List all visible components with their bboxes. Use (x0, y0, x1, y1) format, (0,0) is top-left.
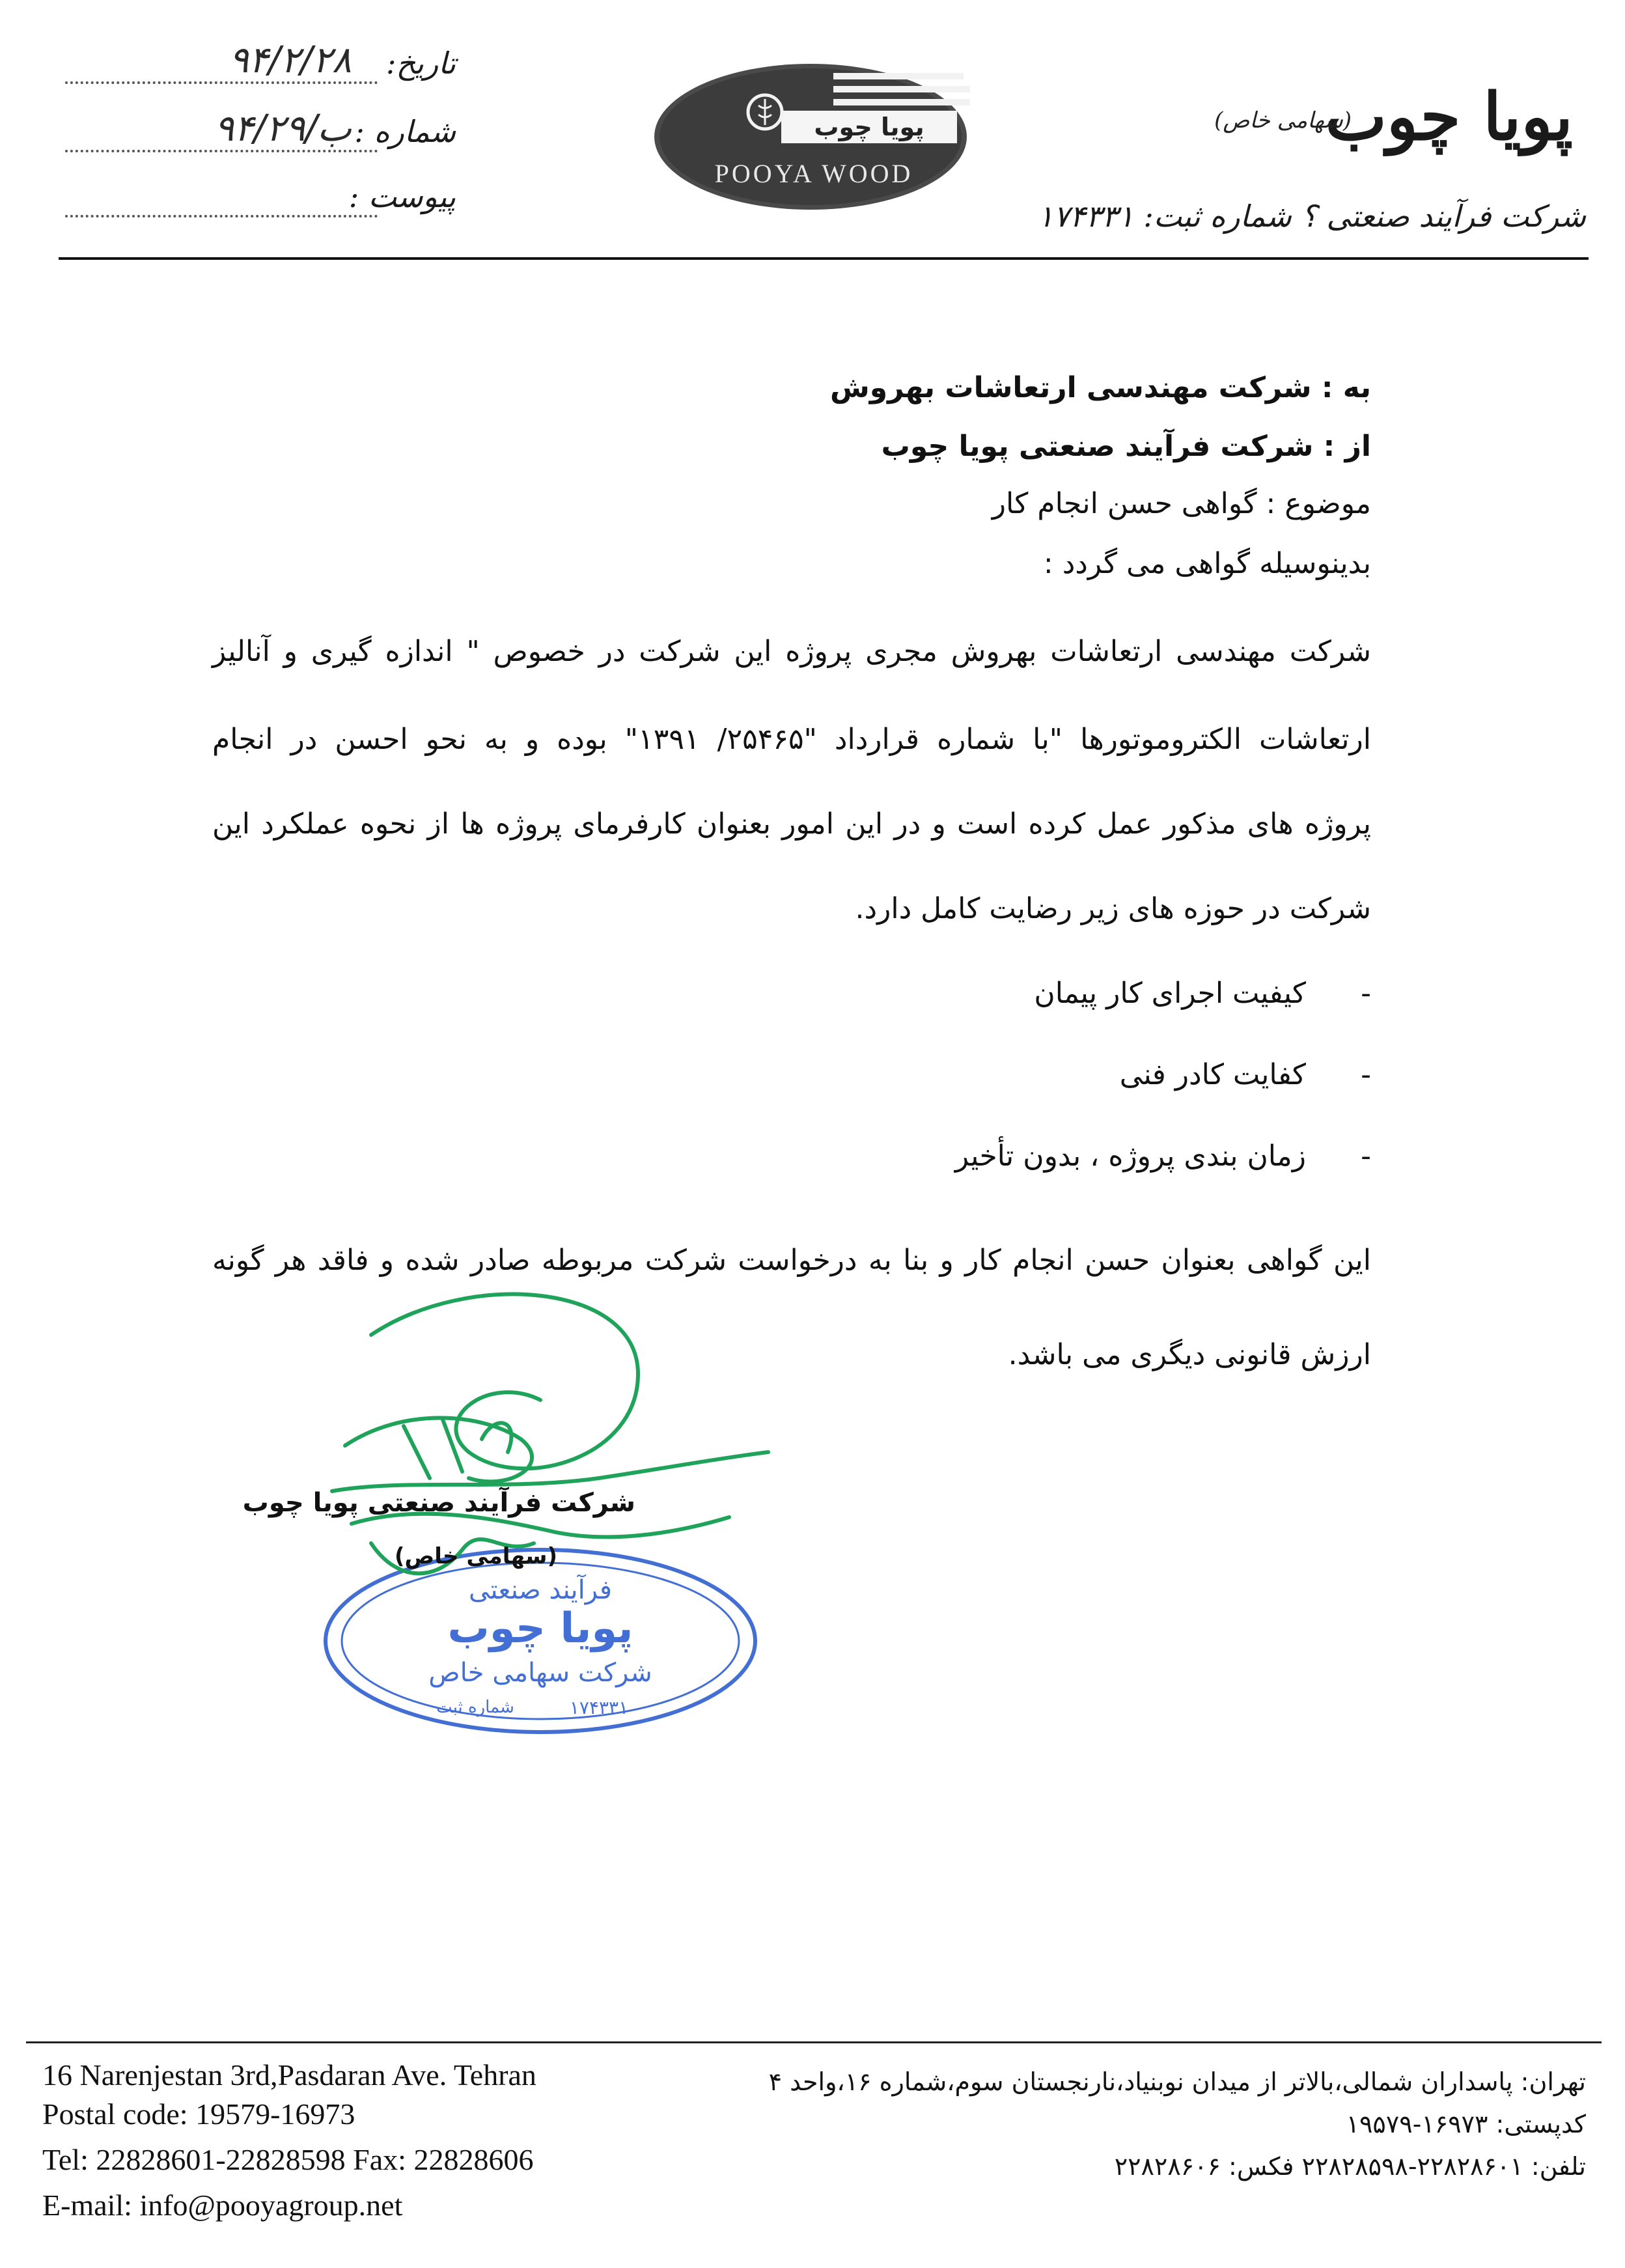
signatory-company: شرکت فرآیند صنعتی پویا چوب (242, 1488, 635, 1518)
attachment-field (65, 179, 456, 231)
footer-email-en[interactable]: E-mail: info@pooyagroup.net (42, 2189, 403, 2222)
date-label: تاریخ: (385, 46, 456, 81)
bullet-dash: - (1361, 1058, 1371, 1091)
stamp-text-line2: پویا چوب (447, 1604, 633, 1653)
body-paragraph-line-4: شرکت در حوزه های زیر رضایت کامل دارد. (855, 892, 1371, 925)
handwritten-signature (332, 1295, 768, 1574)
stamp-text-line3: شرکت سهامی خاص (428, 1658, 652, 1688)
company-stamp (326, 1550, 755, 1732)
stamp-reg-label: شماره ثبت (436, 1698, 514, 1717)
signatory-company-type: (سهامی خاص) (394, 1543, 557, 1569)
brand-name: پویا چوب (1325, 78, 1573, 155)
subject-line: موضوع : گواهی حسن انجام کار (992, 487, 1371, 520)
company-registration-line: شرکت فرآیند صنعتی ؟ شماره ثبت: ۱۷۴۳۳۱ (1037, 199, 1586, 234)
date-value: ۹۴/۲/۲۸ (229, 39, 352, 81)
number-dotted-line (65, 150, 378, 152)
footer-phone-en: Tel: 22828601-22828598 Fax: 22828606 (42, 2143, 534, 2176)
intro-line: بدینوسیله گواهی می گردد : (1043, 547, 1371, 580)
body-paragraph-line-2: ارتعاشات الکتروموتورها "با شماره قرارداد "۲۵۴۶۵/ ۱۳۹۱" بوده و به نحو احسن در انجام (212, 723, 1372, 756)
bullet-dash: - (1361, 977, 1371, 1010)
logo-latin-text: POOYA WOOD (714, 159, 913, 188)
body-paragraph-line-1: شرکت مهندسی ارتعاشات بهروش مجری پروژه این شرکت در خصوص " اندازه گیری و آنالیز (212, 635, 1371, 668)
footer-phone-fa: تلفن: ۲۲۸۲۸۶۰۱-۲۲۸۲۸۵۹۸ فکس: ۲۲۸۲۸۶۰۶ (1114, 2152, 1586, 2181)
bullet-item: کفایت کادر فنی (1119, 1058, 1306, 1091)
pooya-wood-logo (651, 59, 970, 215)
date-dotted-line (65, 81, 378, 84)
stamp-reg-number: ۱۷۴۳۳۱ (569, 1697, 629, 1718)
footer-postal-fa: کدپستی: ۱۶۹۷۳-۱۹۵۷۹ (1346, 2110, 1586, 2138)
recipient-line: به : شرکت مهندسی ارتعاشات بهروش (830, 371, 1371, 404)
bullet-item: کیفیت اجرای کار پیمان (1034, 977, 1306, 1010)
stamp-text-line1: فرآیند صنعتی (469, 1575, 612, 1605)
bullet-dash: - (1361, 1140, 1371, 1173)
bullet-item: زمان بندی پروژه ، بدون تأخیر (954, 1140, 1306, 1173)
number-label: شماره : (354, 114, 456, 149)
attachment-label: پیوست : (348, 179, 456, 214)
footer-postal-en: Postal code: 19579-16973 (42, 2097, 355, 2131)
brand-type: (سهامی خاص) (1214, 107, 1352, 133)
number-value: ۹۴/۲۹/ب (214, 107, 352, 150)
logo-farsi-text: پویا چوب (814, 113, 924, 141)
footer-address-en: 16 Narenjestan 3rd,Pasdaran Ave. Tehran (42, 2058, 536, 2092)
body-paragraph-line-3: پروژه های مذکور عمل کرده است و در این امور بعنوان کارفرمای پروژه ها از نحوه عملکرد این (212, 807, 1371, 841)
footer-address-fa: تهران: پاسداران شمالی،بالاتر از میدان نوبنیاد،نارنجستان سوم،شماره ۱۶،واحد ۴ (768, 2067, 1586, 2096)
footer-divider (26, 2041, 1602, 2043)
date-field (65, 39, 456, 98)
closing-line-2: ارزش قانونی دیگری می باشد. (1008, 1338, 1371, 1371)
number-field (65, 107, 456, 166)
header-divider (59, 257, 1589, 260)
closing-line-1: این گواهی بعنوان حسن انجام کار و بنا به درخواست شرکت مربوطه صادر شده و فاقد هر گونه (212, 1244, 1371, 1277)
sender-line: از : شرکت فرآیند صنعتی پویا چوب (881, 430, 1371, 463)
attachment-dotted-line (65, 215, 378, 217)
